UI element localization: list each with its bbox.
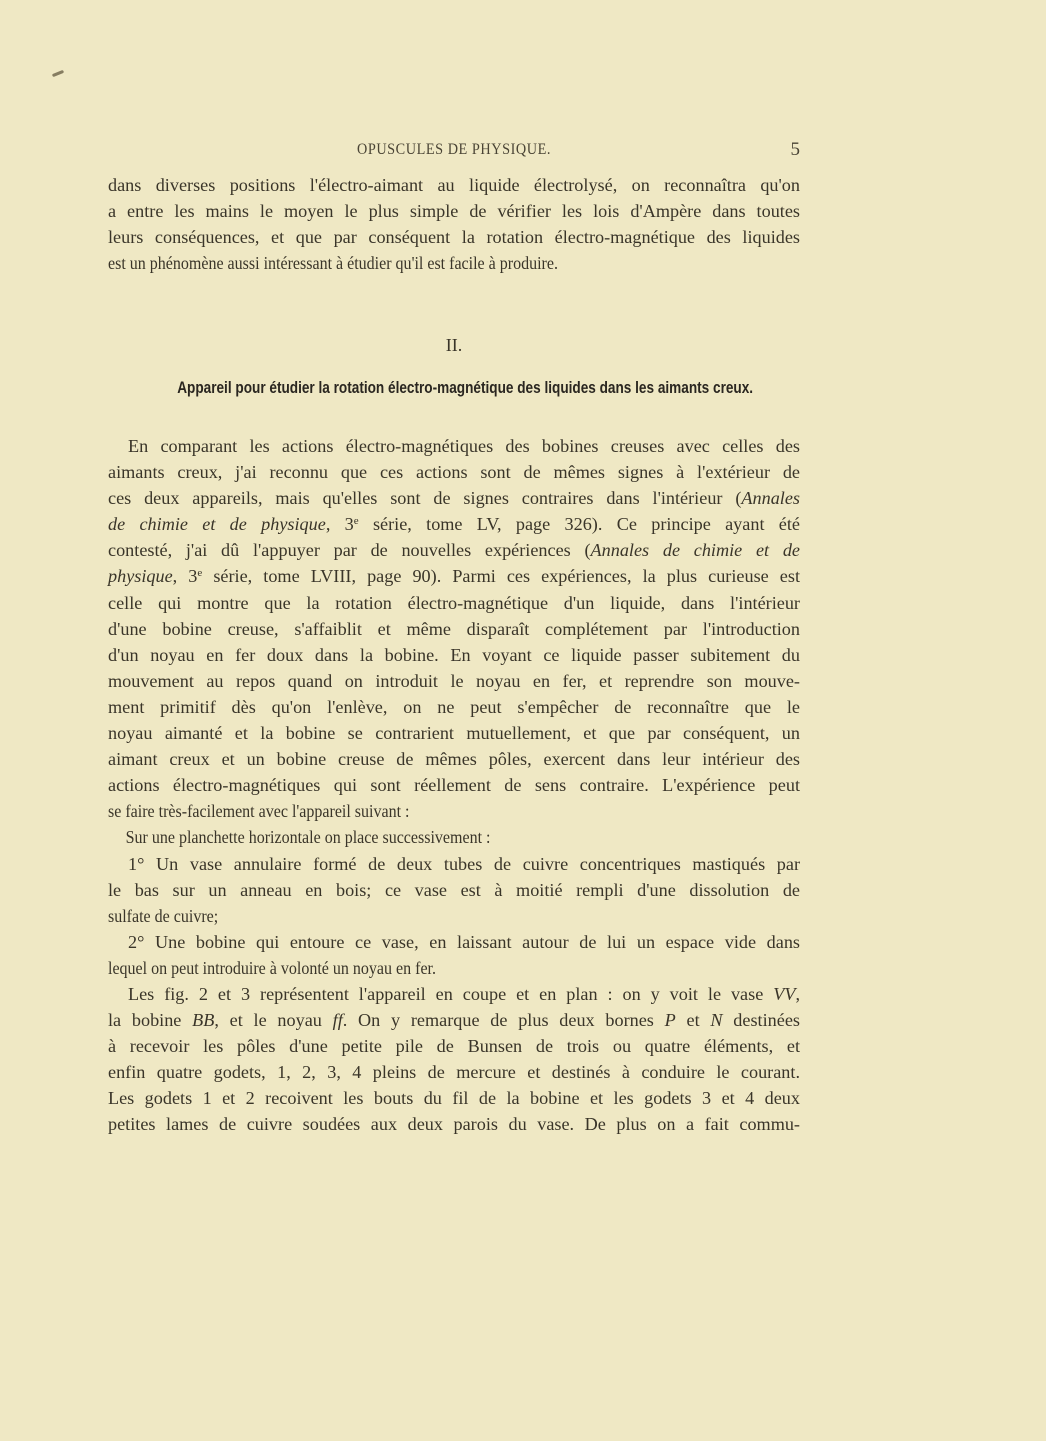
text-line: est un phénomène aussi intéressant à étudier qu'il est facile à produire. (108, 253, 558, 274)
text-line: à recevoir les pôles d'une petite pile de Bunsen de trois ou quatre éléments, et (108, 1036, 800, 1057)
label-italic: ff (332, 1010, 343, 1031)
page-number: 5 (790, 139, 800, 160)
label-italic: BB (192, 1010, 215, 1031)
paragraph-2 (108, 824, 800, 850)
text-line: leurs conséquences, et que par conséquent la rotation électro-magnétique des liquides (108, 227, 800, 248)
text-line: lequel on peut introduire à volonté un noyau en fer. (108, 957, 437, 978)
superscript: e (353, 515, 359, 528)
text-run: . On y remarque de plus deux bornes (342, 1010, 665, 1031)
running-title: OPUSCULES DE PHYSIQUE. (356, 141, 551, 158)
text-line: Les godets 1 et 2 recoivent les bouts du fil de la bobine et les godets 3 et 4 deux (108, 1088, 800, 1109)
text-run: destinées (722, 1010, 800, 1031)
paragraph-3 (108, 851, 800, 929)
intro-paragraph (108, 172, 800, 276)
text-line: 2° Une bobine qui entoure ce vase, en laissant autour de lui un espace vide dans (128, 931, 800, 952)
text-line: se faire très-facilement avec l'appareil suivant : (108, 801, 410, 822)
text-run: , 3 (325, 514, 354, 535)
citation-italic: Annales de chimie et de (590, 540, 800, 561)
text-line: En comparant les actions électro-magnétiques des bobines creuses avec celles des (128, 436, 800, 456)
text-line (108, 1007, 800, 1033)
text-run: série, tome LVIII, page 90). Parmi ces expériences, la plus curieuse est (202, 566, 801, 587)
text-line: noyau aimanté et la bobine se contrarient mutuellement, et que par conséquent, un (108, 723, 800, 744)
text-line (108, 537, 800, 563)
text-run: , 3 (172, 566, 198, 587)
paragraph-1 (108, 433, 800, 824)
text-line: sulfate de cuivre; (108, 905, 219, 926)
text-line (108, 981, 800, 1007)
text-line: Sur une planchette horizontale on place successivement : (125, 827, 491, 848)
text-line: 1° Un vase annulaire formé de deux tubes de cuivre concentriques mastiqués par (128, 853, 800, 874)
section-number: II. (445, 335, 463, 355)
text-line: d'une bobine creuse, s'affaiblit et même disparaît complétement par l'introduction (108, 618, 800, 639)
label-italic: N (710, 1010, 723, 1031)
text-run: la bobine (108, 1010, 193, 1031)
text-line: a entre les mains le moyen le plus simple de vérifier les lois d'Ampère dans toutes (108, 201, 800, 222)
citation-italic: de chimie et de physique (108, 514, 326, 535)
text-run: Les fig. 2 et 3 représentent l'appareil en coupe et en plan : on y voit le vase (128, 983, 774, 1004)
text-line: petites lames de cuivre soudées aux deux parois du vase. De plus on a fait commu- (108, 1114, 800, 1135)
text-line: d'un noyau en fer doux dans la bobine. En voyant ce liquide passer subitement du (108, 644, 800, 665)
paragraph-4 (108, 929, 800, 981)
paragraph-5 (108, 981, 800, 1138)
body-text (108, 433, 800, 1138)
label-italic: VV (773, 983, 796, 1004)
section-title: Appareil pour étudier la rotation électro-magnétique des liquides dans les aimants creux. (177, 378, 754, 397)
page-header (108, 141, 800, 163)
ink-speck-mark (52, 70, 64, 77)
text-line: dans diverses positions l'électro-aimant au liquide électrolysé, on reconnaîtra qu'on (108, 175, 800, 195)
superscript: e (197, 567, 203, 580)
text-line: aimant creux et un bobine creuse de mêmes pôles, exercent dans leur intérieur des (108, 749, 800, 770)
label-italic: P (664, 1010, 676, 1031)
text-run: , (795, 983, 800, 1004)
text-line: ment primitif dès qu'on l'enlève, on ne peut s'empêcher de reconnaître que le (108, 696, 800, 717)
text-line: le bas sur un anneau en bois; ce vase est à moitié rempli d'une dissolution de (108, 879, 800, 900)
text-line (108, 511, 800, 537)
text-run: ces deux appareils, mais qu'elles sont de signes contraires dans l'intérieur ( (108, 488, 742, 509)
text-run: contesté, j'ai dû l'appuyer par de nouvelles expériences ( (108, 540, 591, 561)
text-line (108, 563, 800, 589)
citation-italic: physique (108, 566, 173, 587)
text-run: et (675, 1010, 711, 1031)
text-line: aimants creux, j'ai reconnu que ces actions sont de mêmes signes à l'extérieur de (108, 462, 800, 483)
text-line: actions électro-magnétiques qui sont réellement de sens contraire. L'expérience peut (108, 775, 800, 796)
text-line: enfin quatre godets, 1, 2, 3, 4 pleins de mercure et destinés à conduire le courant. (108, 1062, 800, 1083)
citation-italic: Annales (741, 488, 800, 509)
text-line: celle qui montre que la rotation électro-magnétique d'un liquide, dans l'intérieur (108, 592, 800, 613)
text-run: série, tome LV, page 326). Ce principe ayant été (358, 514, 801, 535)
text-run: , et le noyau (214, 1010, 333, 1031)
text-line (108, 485, 800, 511)
text-line: mouvement au repos quand on introduit le noyau en fer, et reprendre son mouve- (108, 670, 800, 691)
